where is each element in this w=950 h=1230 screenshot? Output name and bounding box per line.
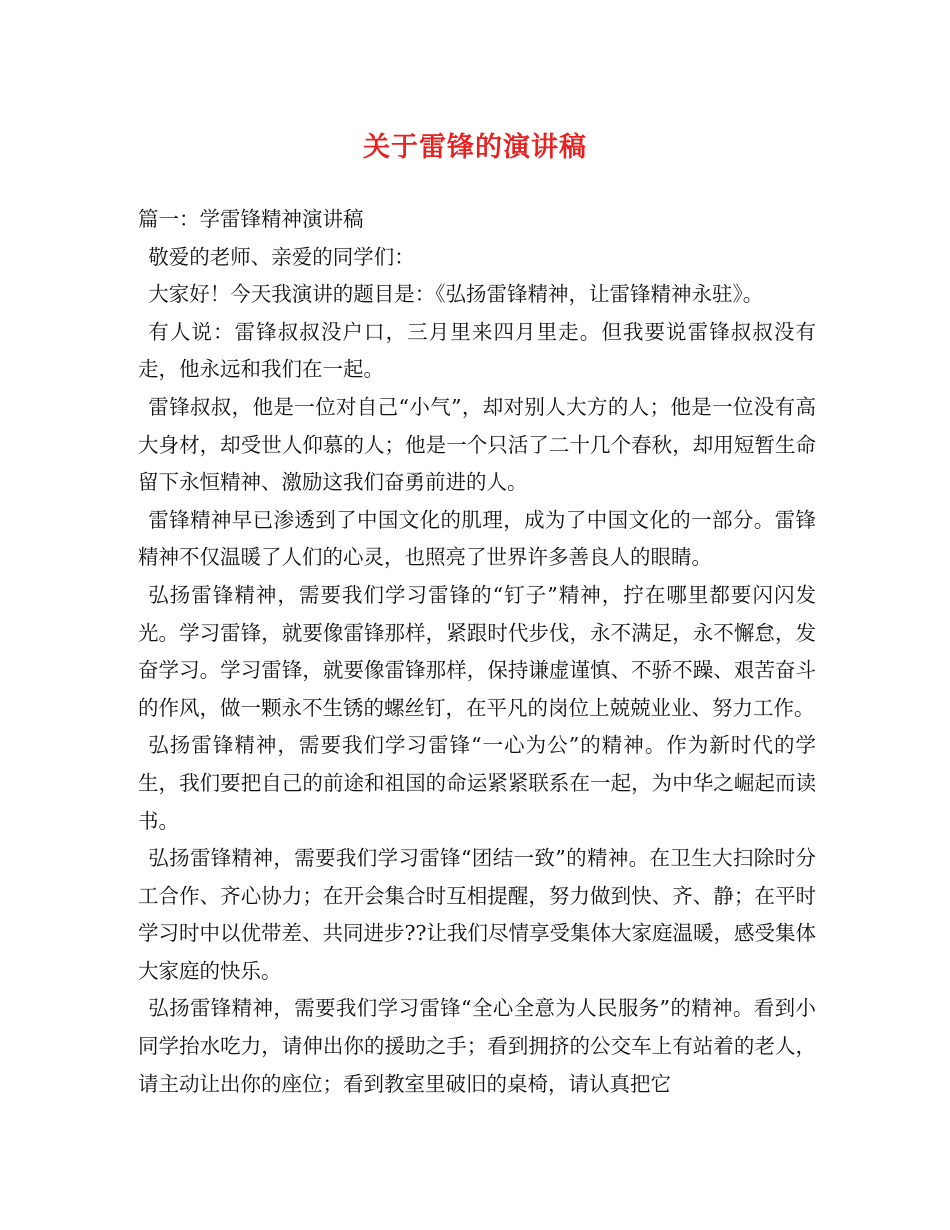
document-title: 关于雷锋的演讲稿: [363, 132, 587, 163]
paragraph: 有人说：雷锋叔叔没户口，三月里来四月里走。但我要说雷锋叔叔没有走，他永远和我们在一起。: [138, 319, 816, 382]
paragraph: 弘扬雷锋精神，需要我们学习雷锋“一心为公”的精神。作为新时代的学生，我们要把自己的前途和祖国的命运紧紧联系在一起，为中华之崛起而读书。: [138, 733, 816, 833]
paragraph: 雷锋精神早已渗透到了中国文化的肌理，成为了中国文化的一部分。雷锋精神不仅温暖了人们的心灵，也照亮了世界许多善良人的眼睛。: [138, 507, 816, 570]
paragraph: 雷锋叔叔，他是一位对自己“小气”，却对别人大方的人；他是一位没有高大身材，却受世人仰慕的人；他是一个只活了二十几个春秋，却用短暂生命留下永恒精神、激励这我们奋勇前进的人。: [138, 394, 816, 495]
paragraph: 弘扬雷锋精神，需要我们学习雷锋“团结一致”的精神。在卫生大扫除时分工合作、齐心协力；在开会集合时互相提醒，努力做到快、齐、静；在平时学习时中以优带差、共同进步??让我们尽情享受集体大家庭温暖，感受集体大家庭的快乐。: [138, 846, 816, 983]
paragraph: 弘扬雷锋精神，需要我们学习雷锋的“钉子”精神，拧在哪里都要闪闪发光。学习雷锋，就要像雷锋那样，紧跟时代步伐，永不满足，永不懈怠，发奋学习。学习雷锋，就要像雷锋那样，保持谦虚谨慎、不骄不躁、艰苦奋斗的作风，做一颗永不生锈的螺丝钉，在平凡的岗位上兢兢业业、努力工作。: [138, 582, 816, 720]
paragraph: 大家好！今天我演讲的题目是：《弘扬雷锋精神，让雷锋精神永驻》。: [148, 282, 764, 307]
section-heading: 篇一：学雷锋精神演讲稿: [138, 207, 364, 231]
document-body: [138, 201, 816, 1103]
salutation: 敬爱的老师、亲爱的同学们：: [148, 244, 415, 269]
paragraph: 弘扬雷锋精神，需要我们学习雷锋“全心全意为人民服务”的精神。看到小同学抬水吃力，请伸出你的援助之手；看到拥挤的公交车上有站着的老人，请主动让出你的座位；看到教室里破旧的桌椅，请认真把它: [138, 996, 816, 1096]
